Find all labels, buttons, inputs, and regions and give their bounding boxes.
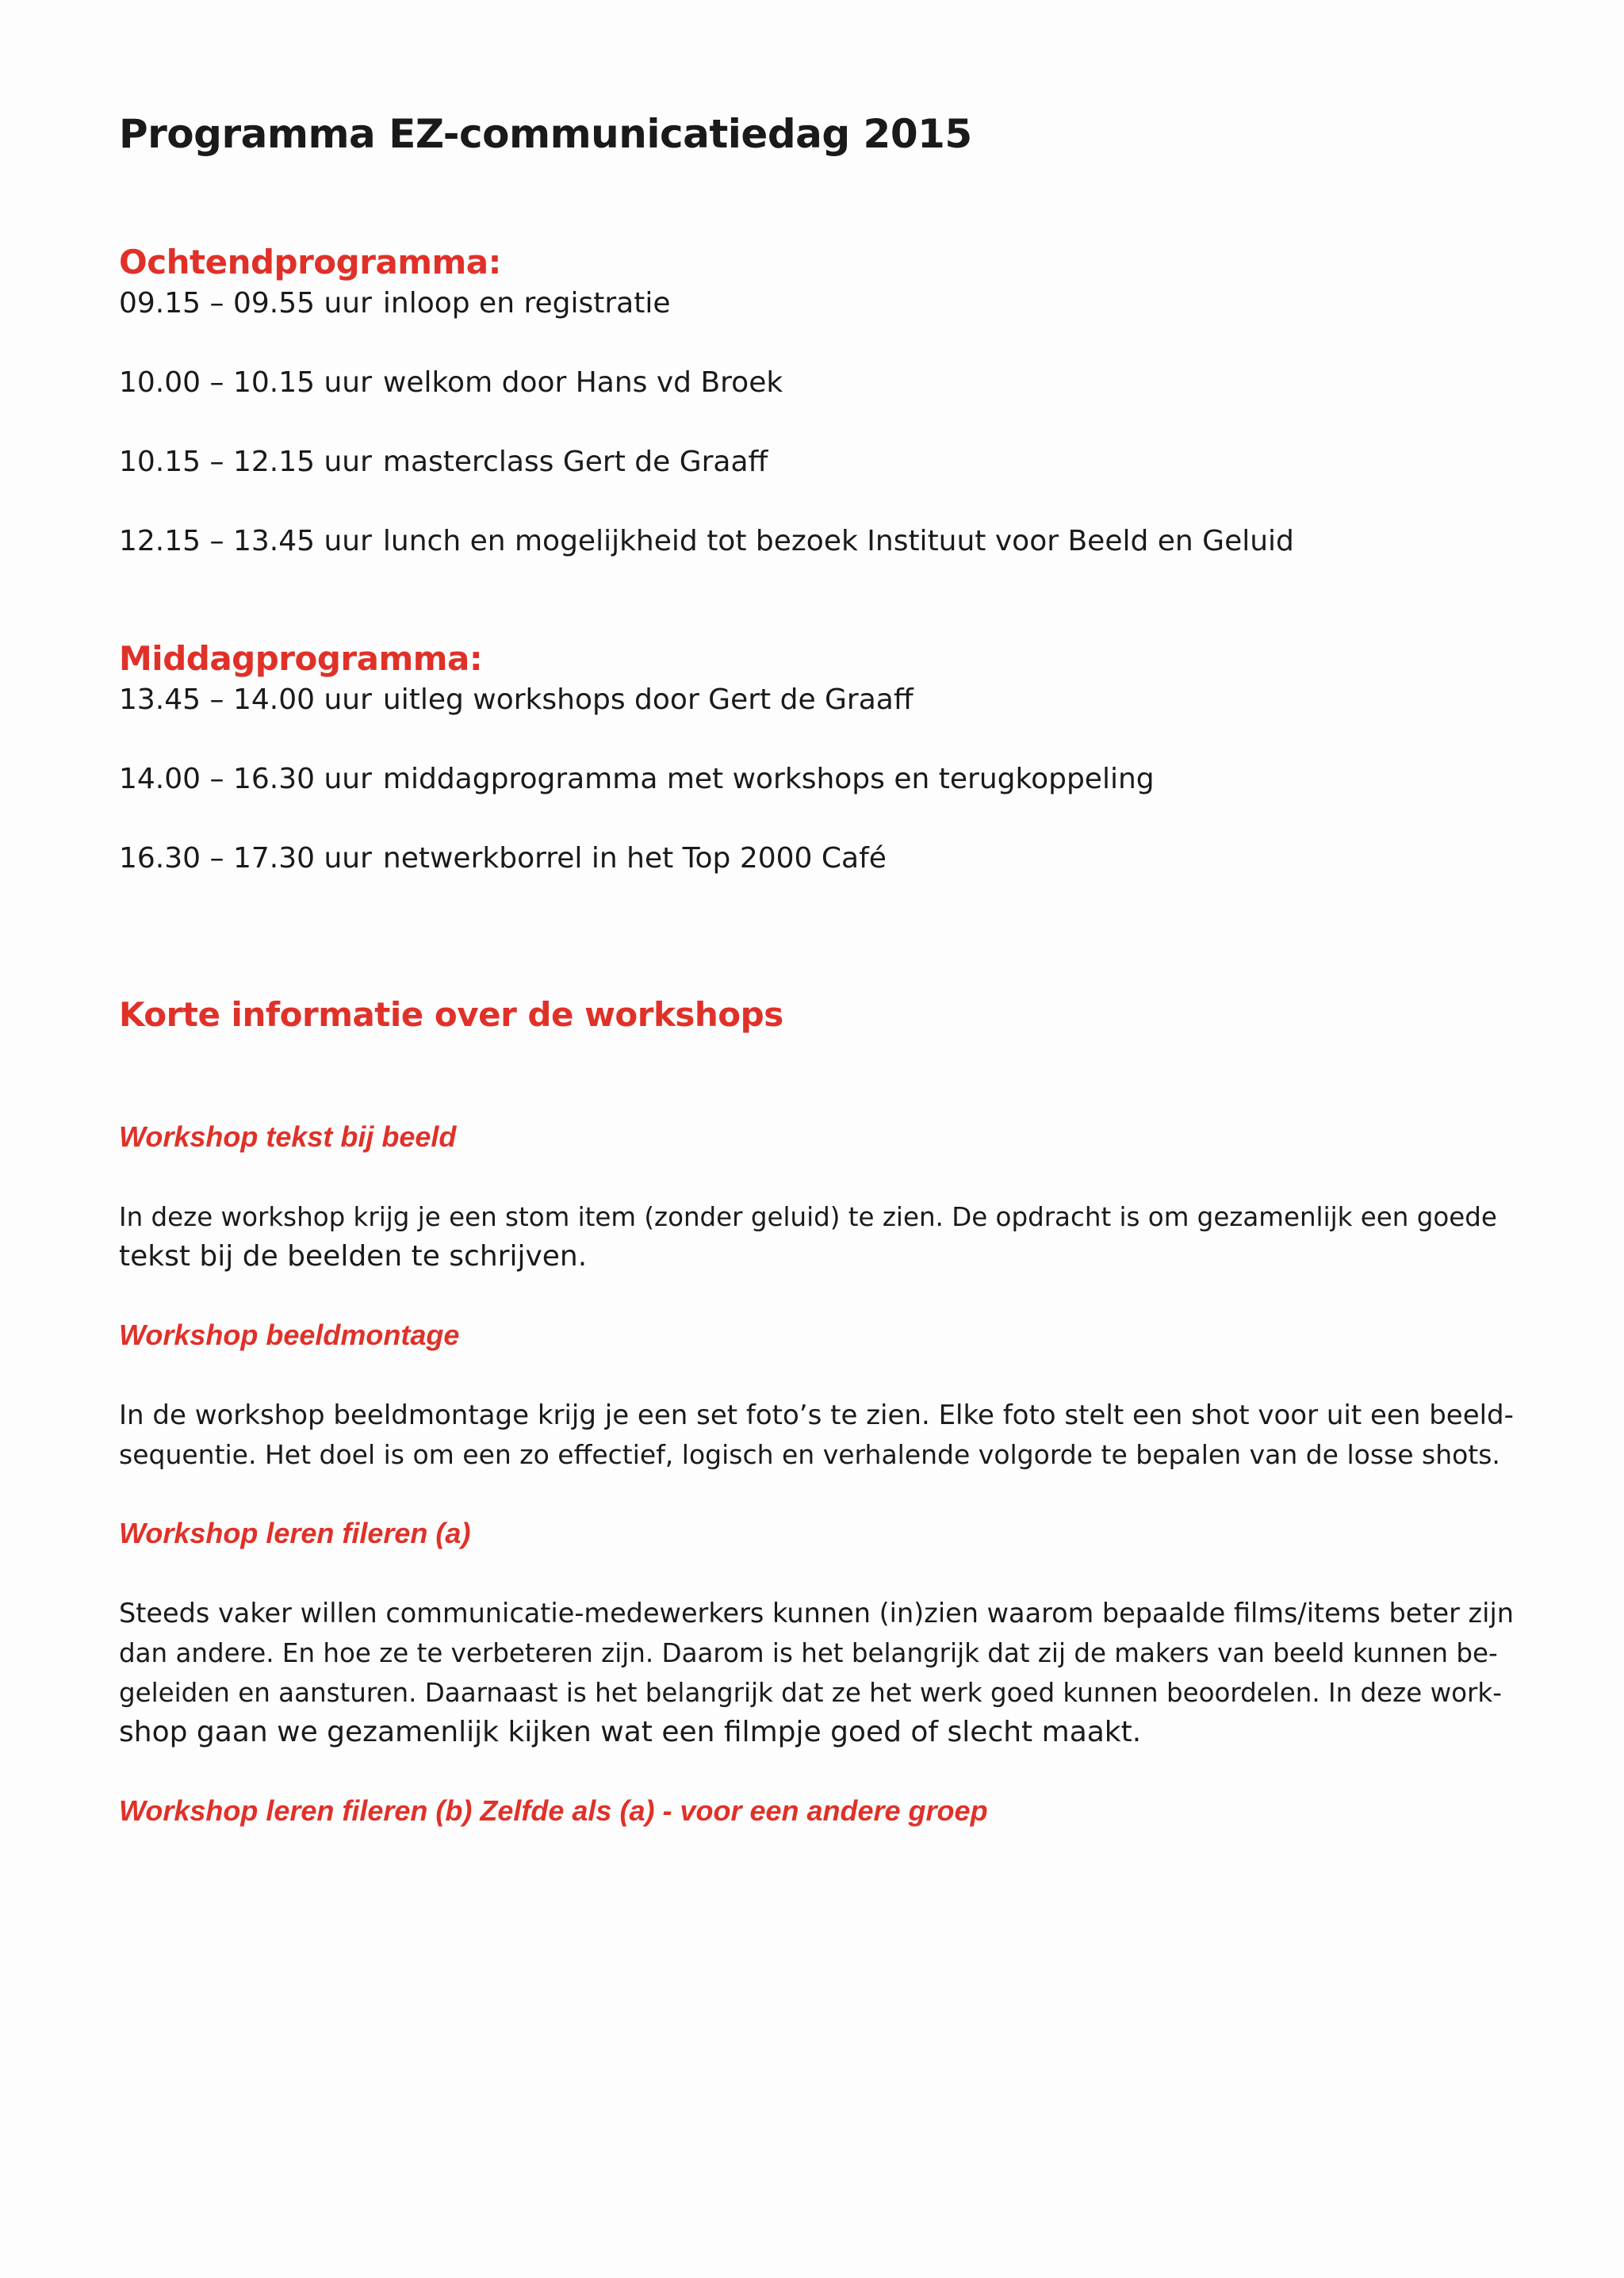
schedule-item <box>119 680 914 720</box>
workshop-title: Workshop leren fileren (a) <box>119 1517 471 1549</box>
schedule-desc: lunch en mogelijkheid tot bezoek Instituut voor Beeld en Geluid <box>382 525 1294 557</box>
paragraph-line: Steeds vaker willen communicatie-medewerkers kunnen (in)zien waarom bepaalde films/items beter zijn <box>119 1598 1514 1629</box>
workshop-description <box>119 1594 1515 1752</box>
schedule-desc: masterclass Gert de Graaff <box>382 446 768 478</box>
paragraph-line: In de workshop beeldmontage krijg je een set foto’s te zien. Elke foto stelt een shot voor uit een beeld- <box>119 1399 1514 1431</box>
schedule-desc: inloop en registratie <box>382 287 671 320</box>
schedule-time: 09.15 – 09.55 uur <box>119 287 372 320</box>
schedule-item <box>119 363 783 403</box>
workshop-title: Workshop leren fileren (b) Zelfde als (a) - voor een andere groep <box>119 1794 988 1827</box>
schedule-item <box>119 442 768 482</box>
schedule-time: 10.15 – 12.15 uur <box>119 446 372 478</box>
paragraph-line: In deze workshop krijg je een stom item (zonder geluid) te zien. De opdracht is om gezamenlijk een goede <box>119 1202 1497 1232</box>
workshops-heading: Korte informatie over de workshops <box>119 995 783 1034</box>
afternoon-heading: Middagprogramma: <box>119 639 483 678</box>
schedule-item <box>119 839 887 879</box>
page-title: Programma EZ-communicatiedag 2015 <box>119 111 972 157</box>
workshop-title: Workshop tekst bij beeld <box>119 1120 457 1153</box>
paragraph-line: tekst bij de beelden te schrijven. <box>119 1240 588 1273</box>
schedule-time: 12.15 – 13.45 uur <box>119 525 372 557</box>
schedule-time: 16.30 – 17.30 uur <box>119 842 372 875</box>
workshop-description <box>119 1396 1515 1475</box>
schedule-desc: middagprogramma met workshops en terugkoppeling <box>382 763 1155 795</box>
schedule-desc: netwerkborrel in het Top 2000 Café <box>382 842 887 875</box>
schedule-time: 13.45 – 14.00 uur <box>119 683 372 716</box>
schedule-item <box>119 284 670 324</box>
paragraph-line: sequentie. Het doel is om een zo effectief, logisch en verhalende volgorde te bepalen van de losse shots. <box>119 1439 1500 1470</box>
schedule-time: 14.00 – 16.30 uur <box>119 763 372 795</box>
morning-heading: Ochtendprogramma: <box>119 243 501 281</box>
workshop-description <box>119 1197 1515 1277</box>
paragraph-line: shop gaan we gezamenlijk kijken wat een filmpje goed of slecht maakt. <box>119 1716 1142 1748</box>
paragraph-line: geleiden en aansturen. Daarnaast is het belangrijk dat ze het werk goed kunnen beoordelen. In deze work- <box>119 1678 1502 1708</box>
workshop-title: Workshop beeldmontage <box>119 1319 460 1351</box>
schedule-item <box>119 522 1294 561</box>
schedule-desc: uitleg workshops door Gert de Graaff <box>382 683 914 716</box>
schedule-desc: welkom door Hans vd Broek <box>382 366 783 399</box>
schedule-item <box>119 760 1155 799</box>
paragraph-line: dan andere. En hoe ze te verbeteren zijn. Daarom is het belangrijk dat zij de makers van beeld kunnen be- <box>119 1638 1498 1668</box>
schedule-time: 10.00 – 10.15 uur <box>119 366 372 399</box>
